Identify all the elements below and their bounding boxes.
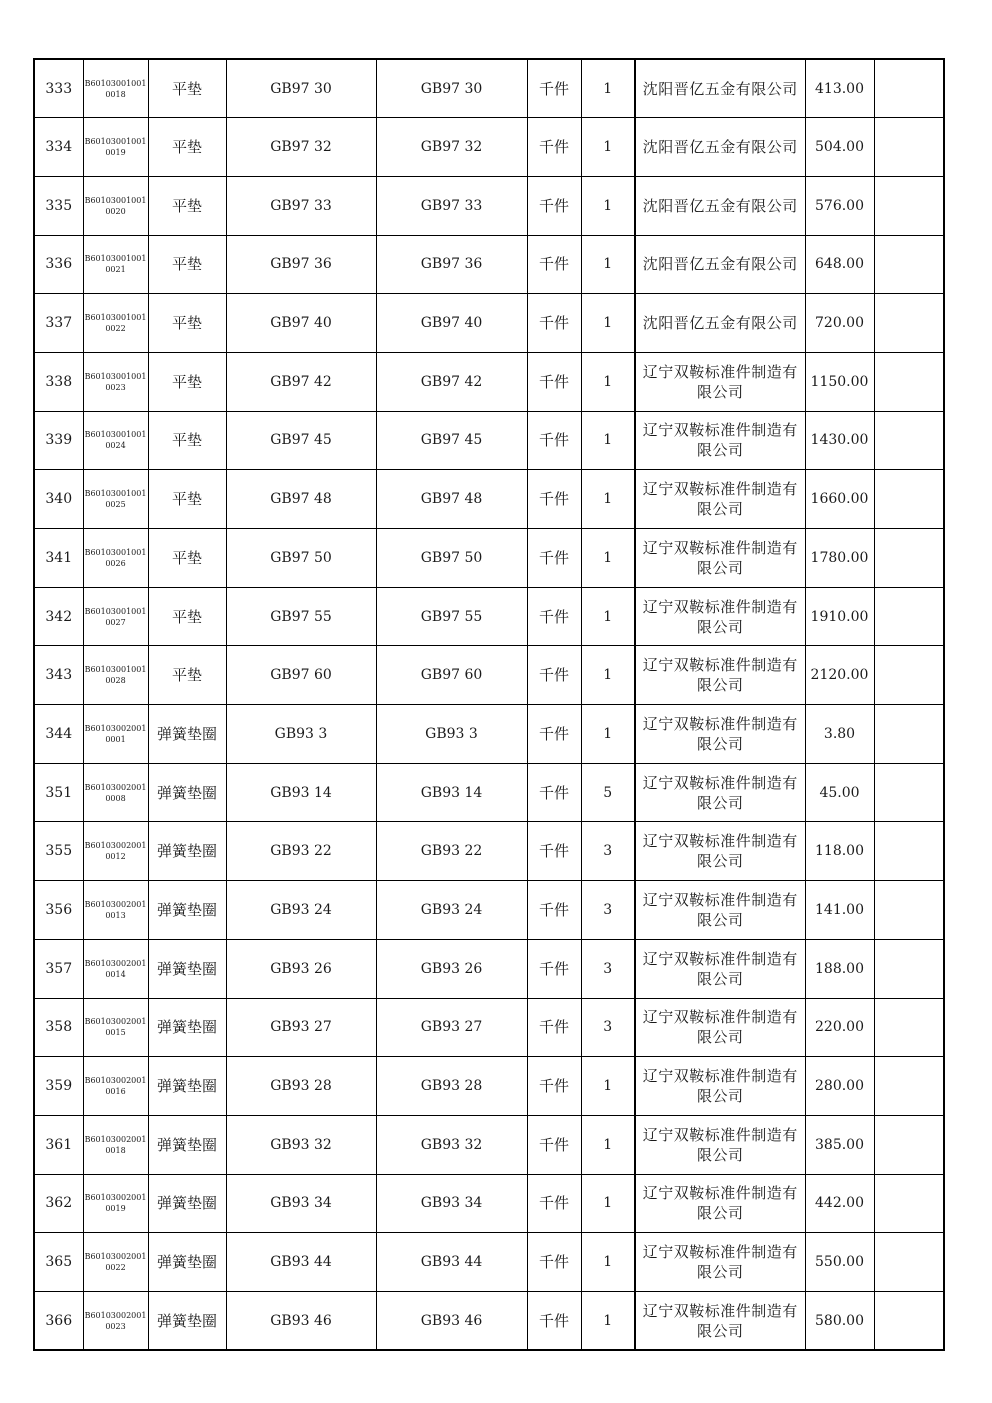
material-code-part: B60103002001 xyxy=(84,1252,147,1262)
material-code-cell xyxy=(83,705,148,764)
standard-cell: GB97 30 xyxy=(226,59,376,118)
standard-cell: GB97 40 xyxy=(226,294,376,353)
table-row xyxy=(34,646,944,705)
standard-cell: GB93 46 xyxy=(226,1291,376,1350)
price-cell: 118.00 xyxy=(805,822,874,881)
material-code-part: 0013 xyxy=(105,910,126,920)
standard-cell: GB97 60 xyxy=(226,646,376,705)
quantity-cell: 1 xyxy=(581,59,635,118)
material-code-cell xyxy=(83,235,148,294)
quantity-cell: 1 xyxy=(581,1115,635,1174)
supplier-cell: 辽宁双鞍标准件制造有限公司 xyxy=(635,881,805,940)
item-name-cell: 平垫 xyxy=(148,235,226,294)
unit-cell: 千件 xyxy=(527,470,581,529)
standard-cell: GB93 28 xyxy=(226,1057,376,1116)
standard-cell: GB97 45 xyxy=(226,411,376,470)
item-name-cell: 平垫 xyxy=(148,294,226,353)
remark-cell xyxy=(874,176,944,235)
material-code-part: 0019 xyxy=(105,1204,126,1214)
material-code-part: B60103002001 xyxy=(84,1017,147,1027)
remark-cell xyxy=(874,470,944,529)
spec-cell: GB97 42 xyxy=(376,352,527,411)
remark-cell xyxy=(874,1057,944,1116)
material-code-part: 0028 xyxy=(105,676,126,686)
spec-cell: GB93 22 xyxy=(376,822,527,881)
row-number-cell: 351 xyxy=(34,763,83,822)
quantity-cell: 3 xyxy=(581,822,635,881)
supplier-cell: 辽宁双鞍标准件制造有限公司 xyxy=(635,587,805,646)
spec-cell: GB97 45 xyxy=(376,411,527,470)
unit-cell: 千件 xyxy=(527,411,581,470)
material-code-part: 0024 xyxy=(105,441,126,451)
quantity-cell: 1 xyxy=(581,294,635,353)
material-code-cell xyxy=(83,1057,148,1116)
table-row xyxy=(34,763,944,822)
spec-cell: GB97 30 xyxy=(376,59,527,118)
unit-cell: 千件 xyxy=(527,352,581,411)
table-row xyxy=(34,352,944,411)
unit-cell: 千件 xyxy=(527,1174,581,1233)
material-code-part: B60103002001 xyxy=(84,723,147,733)
quantity-cell: 1 xyxy=(581,646,635,705)
quantity-cell: 1 xyxy=(581,1233,635,1292)
unit-cell: 千件 xyxy=(527,176,581,235)
standard-cell: GB93 27 xyxy=(226,998,376,1057)
material-code-part: B60103001001 xyxy=(84,606,147,616)
item-name-cell: 弹簧垫圈 xyxy=(148,1291,226,1350)
quantity-cell: 1 xyxy=(581,705,635,764)
item-name-cell: 弹簧垫圈 xyxy=(148,881,226,940)
material-code-part: B60103001001 xyxy=(84,254,147,264)
item-name-cell: 弹簧垫圈 xyxy=(148,1233,226,1292)
table-body xyxy=(34,59,944,1350)
price-cell: 1780.00 xyxy=(805,529,874,588)
item-name-cell: 弹簧垫圈 xyxy=(148,705,226,764)
row-number-cell: 359 xyxy=(34,1057,83,1116)
standard-cell: GB97 33 xyxy=(226,176,376,235)
remark-cell xyxy=(874,822,944,881)
unit-cell: 千件 xyxy=(527,646,581,705)
unit-cell: 千件 xyxy=(527,59,581,118)
row-number-cell: 366 xyxy=(34,1291,83,1350)
spec-cell: GB93 3 xyxy=(376,705,527,764)
price-cell: 648.00 xyxy=(805,235,874,294)
standard-cell: GB97 55 xyxy=(226,587,376,646)
material-code-part: 0026 xyxy=(105,558,126,568)
material-code-cell xyxy=(83,352,148,411)
supplier-cell: 辽宁双鞍标准件制造有限公司 xyxy=(635,939,805,998)
material-code-part: 0022 xyxy=(105,324,126,334)
spec-cell: GB97 40 xyxy=(376,294,527,353)
item-name-cell: 平垫 xyxy=(148,176,226,235)
material-code-part: B60103001001 xyxy=(84,430,147,440)
material-code-cell xyxy=(83,470,148,529)
material-code-cell xyxy=(83,176,148,235)
material-code-part: 0020 xyxy=(105,206,126,216)
spec-cell: GB97 48 xyxy=(376,470,527,529)
supplier-cell: 辽宁双鞍标准件制造有限公司 xyxy=(635,352,805,411)
material-code-part: B60103002001 xyxy=(84,1193,147,1203)
standard-cell: GB93 22 xyxy=(226,822,376,881)
price-cell: 576.00 xyxy=(805,176,874,235)
item-name-cell: 平垫 xyxy=(148,59,226,118)
remark-cell xyxy=(874,1115,944,1174)
remark-cell xyxy=(874,1291,944,1350)
material-code-part: B60103002001 xyxy=(84,1310,147,1320)
standard-cell: GB93 14 xyxy=(226,763,376,822)
item-name-cell: 弹簧垫圈 xyxy=(148,998,226,1057)
spec-cell: GB97 60 xyxy=(376,646,527,705)
material-code-part: B60103002001 xyxy=(84,841,147,851)
row-number-cell: 342 xyxy=(34,587,83,646)
row-number-cell: 365 xyxy=(34,1233,83,1292)
table-row xyxy=(34,822,944,881)
material-code-cell xyxy=(83,411,148,470)
price-cell: 1430.00 xyxy=(805,411,874,470)
unit-cell: 千件 xyxy=(527,939,581,998)
table-row xyxy=(34,1291,944,1350)
price-cell: 2120.00 xyxy=(805,646,874,705)
table-row xyxy=(34,881,944,940)
spec-cell: GB93 44 xyxy=(376,1233,527,1292)
supplier-cell: 辽宁双鞍标准件制造有限公司 xyxy=(635,1115,805,1174)
price-cell: 442.00 xyxy=(805,1174,874,1233)
material-code-part: 0012 xyxy=(105,852,126,862)
supplier-cell: 沈阳晋亿五金有限公司 xyxy=(635,59,805,118)
price-cell: 504.00 xyxy=(805,118,874,177)
item-name-cell: 平垫 xyxy=(148,470,226,529)
quantity-cell: 1 xyxy=(581,235,635,294)
quantity-cell: 1 xyxy=(581,529,635,588)
unit-cell: 千件 xyxy=(527,881,581,940)
item-name-cell: 平垫 xyxy=(148,118,226,177)
price-cell: 413.00 xyxy=(805,59,874,118)
item-name-cell: 弹簧垫圈 xyxy=(148,1174,226,1233)
material-code-cell xyxy=(83,1115,148,1174)
supplier-cell: 辽宁双鞍标准件制造有限公司 xyxy=(635,763,805,822)
material-code-part: 0018 xyxy=(105,1145,126,1155)
quantity-cell: 1 xyxy=(581,1174,635,1233)
remark-cell xyxy=(874,998,944,1057)
quantity-cell: 3 xyxy=(581,881,635,940)
row-number-cell: 362 xyxy=(34,1174,83,1233)
unit-cell: 千件 xyxy=(527,235,581,294)
material-code-cell xyxy=(83,587,148,646)
spec-cell: GB93 46 xyxy=(376,1291,527,1350)
supplier-cell: 辽宁双鞍标准件制造有限公司 xyxy=(635,822,805,881)
quantity-cell: 3 xyxy=(581,998,635,1057)
quantity-cell: 5 xyxy=(581,763,635,822)
item-name-cell: 弹簧垫圈 xyxy=(148,1115,226,1174)
standard-cell: GB93 44 xyxy=(226,1233,376,1292)
table-row xyxy=(34,176,944,235)
material-code-cell xyxy=(83,294,148,353)
spec-cell: GB97 33 xyxy=(376,176,527,235)
supplier-cell: 辽宁双鞍标准件制造有限公司 xyxy=(635,1233,805,1292)
material-code-part: B60103002001 xyxy=(84,1076,147,1086)
material-code-part: B60103001001 xyxy=(84,313,147,323)
table-row xyxy=(34,235,944,294)
supplier-cell: 辽宁双鞍标准件制造有限公司 xyxy=(635,646,805,705)
item-name-cell: 平垫 xyxy=(148,587,226,646)
material-code-cell xyxy=(83,646,148,705)
material-code-part: 0008 xyxy=(105,793,126,803)
material-code-part: 0027 xyxy=(105,617,126,627)
table-row xyxy=(34,1057,944,1116)
table-row xyxy=(34,1174,944,1233)
row-number-cell: 340 xyxy=(34,470,83,529)
material-code-cell xyxy=(83,998,148,1057)
material-code-cell xyxy=(83,118,148,177)
row-number-cell: 357 xyxy=(34,939,83,998)
remark-cell xyxy=(874,939,944,998)
quantity-cell: 3 xyxy=(581,939,635,998)
unit-cell: 千件 xyxy=(527,1291,581,1350)
standard-cell: GB93 26 xyxy=(226,939,376,998)
table-row xyxy=(34,59,944,118)
material-code-cell xyxy=(83,763,148,822)
quantity-cell: 1 xyxy=(581,411,635,470)
remark-cell xyxy=(874,294,944,353)
standard-cell: GB93 24 xyxy=(226,881,376,940)
row-number-cell: 344 xyxy=(34,705,83,764)
row-number-cell: 338 xyxy=(34,352,83,411)
table-row xyxy=(34,411,944,470)
standard-cell: GB97 50 xyxy=(226,529,376,588)
material-code-cell xyxy=(83,1174,148,1233)
material-code-part: 0016 xyxy=(105,1087,126,1097)
spec-cell: GB93 28 xyxy=(376,1057,527,1116)
row-number-cell: 336 xyxy=(34,235,83,294)
standard-cell: GB97 48 xyxy=(226,470,376,529)
material-code-part: 0019 xyxy=(105,148,126,158)
remark-cell xyxy=(874,352,944,411)
price-cell: 220.00 xyxy=(805,998,874,1057)
price-cell: 550.00 xyxy=(805,1233,874,1292)
standard-cell: GB97 42 xyxy=(226,352,376,411)
table-row xyxy=(34,529,944,588)
remark-cell xyxy=(874,1233,944,1292)
price-cell: 1660.00 xyxy=(805,470,874,529)
material-code-part: B60103001001 xyxy=(84,137,147,147)
remark-cell xyxy=(874,529,944,588)
material-code-part: B60103002001 xyxy=(84,1134,147,1144)
unit-cell: 千件 xyxy=(527,1115,581,1174)
table-row xyxy=(34,587,944,646)
item-name-cell: 弹簧垫圈 xyxy=(148,939,226,998)
unit-cell: 千件 xyxy=(527,822,581,881)
material-code-part: 0022 xyxy=(105,1263,126,1273)
supplier-cell: 辽宁双鞍标准件制造有限公司 xyxy=(635,705,805,764)
table-row xyxy=(34,470,944,529)
price-cell: 580.00 xyxy=(805,1291,874,1350)
material-code-part: 0025 xyxy=(105,500,126,510)
material-code-part: B60103001001 xyxy=(84,78,147,88)
material-code-cell xyxy=(83,1233,148,1292)
table-row xyxy=(34,998,944,1057)
remark-cell xyxy=(874,881,944,940)
material-code-cell xyxy=(83,939,148,998)
quantity-cell: 1 xyxy=(581,118,635,177)
table-row xyxy=(34,705,944,764)
item-name-cell: 平垫 xyxy=(148,411,226,470)
supplier-cell: 辽宁双鞍标准件制造有限公司 xyxy=(635,470,805,529)
spec-cell: GB93 26 xyxy=(376,939,527,998)
quantity-cell: 1 xyxy=(581,587,635,646)
material-code-cell xyxy=(83,822,148,881)
remark-cell xyxy=(874,587,944,646)
table-row xyxy=(34,1115,944,1174)
row-number-cell: 358 xyxy=(34,998,83,1057)
unit-cell: 千件 xyxy=(527,529,581,588)
remark-cell xyxy=(874,411,944,470)
material-code-part: B60103001001 xyxy=(84,547,147,557)
supplier-cell: 辽宁双鞍标准件制造有限公司 xyxy=(635,529,805,588)
remark-cell xyxy=(874,235,944,294)
spec-cell: GB93 27 xyxy=(376,998,527,1057)
price-cell: 1150.00 xyxy=(805,352,874,411)
quantity-cell: 1 xyxy=(581,1291,635,1350)
price-table xyxy=(33,58,945,1351)
price-cell: 3.80 xyxy=(805,705,874,764)
price-cell: 720.00 xyxy=(805,294,874,353)
material-code-cell xyxy=(83,529,148,588)
spec-cell: GB97 50 xyxy=(376,529,527,588)
spec-cell: GB93 34 xyxy=(376,1174,527,1233)
remark-cell xyxy=(874,1174,944,1233)
material-code-cell xyxy=(83,881,148,940)
standard-cell: GB97 32 xyxy=(226,118,376,177)
supplier-cell: 沈阳晋亿五金有限公司 xyxy=(635,118,805,177)
row-number-cell: 341 xyxy=(34,529,83,588)
price-cell: 188.00 xyxy=(805,939,874,998)
row-number-cell: 355 xyxy=(34,822,83,881)
item-name-cell: 平垫 xyxy=(148,646,226,705)
supplier-cell: 辽宁双鞍标准件制造有限公司 xyxy=(635,1057,805,1116)
quantity-cell: 1 xyxy=(581,1057,635,1116)
supplier-cell: 辽宁双鞍标准件制造有限公司 xyxy=(635,411,805,470)
supplier-cell: 沈阳晋亿五金有限公司 xyxy=(635,235,805,294)
standard-cell: GB93 3 xyxy=(226,705,376,764)
material-code-part: B60103001001 xyxy=(84,371,147,381)
unit-cell: 千件 xyxy=(527,118,581,177)
material-code-part: 0023 xyxy=(105,382,126,392)
remark-cell xyxy=(874,59,944,118)
material-code-part: B60103001001 xyxy=(84,195,147,205)
price-cell: 45.00 xyxy=(805,763,874,822)
row-number-cell: 343 xyxy=(34,646,83,705)
item-name-cell: 弹簧垫圈 xyxy=(148,822,226,881)
row-number-cell: 339 xyxy=(34,411,83,470)
item-name-cell: 弹簧垫圈 xyxy=(148,1057,226,1116)
standard-cell: GB93 32 xyxy=(226,1115,376,1174)
price-cell: 280.00 xyxy=(805,1057,874,1116)
supplier-cell: 辽宁双鞍标准件制造有限公司 xyxy=(635,1174,805,1233)
price-cell: 1910.00 xyxy=(805,587,874,646)
material-code-part: 0001 xyxy=(105,734,126,744)
material-code-part: B60103002001 xyxy=(84,958,147,968)
quantity-cell: 1 xyxy=(581,352,635,411)
material-code-part: 0014 xyxy=(105,969,126,979)
row-number-cell: 337 xyxy=(34,294,83,353)
row-number-cell: 361 xyxy=(34,1115,83,1174)
remark-cell xyxy=(874,646,944,705)
unit-cell: 千件 xyxy=(527,705,581,764)
material-code-cell xyxy=(83,59,148,118)
unit-cell: 千件 xyxy=(527,587,581,646)
material-code-part: 0023 xyxy=(105,1321,126,1331)
material-code-part: B60103002001 xyxy=(84,899,147,909)
standard-cell: GB93 34 xyxy=(226,1174,376,1233)
table-row xyxy=(34,118,944,177)
supplier-cell: 沈阳晋亿五金有限公司 xyxy=(635,176,805,235)
material-code-part: B60103001001 xyxy=(84,665,147,675)
item-name-cell: 平垫 xyxy=(148,352,226,411)
material-code-part: B60103001001 xyxy=(84,489,147,499)
unit-cell: 千件 xyxy=(527,294,581,353)
table-row xyxy=(34,1233,944,1292)
unit-cell: 千件 xyxy=(527,763,581,822)
quantity-cell: 1 xyxy=(581,176,635,235)
table-row xyxy=(34,294,944,353)
quantity-cell: 1 xyxy=(581,470,635,529)
material-code-cell xyxy=(83,1291,148,1350)
table-row xyxy=(34,939,944,998)
spec-cell: GB93 32 xyxy=(376,1115,527,1174)
spec-cell: GB93 24 xyxy=(376,881,527,940)
remark-cell xyxy=(874,118,944,177)
supplier-cell: 辽宁双鞍标准件制造有限公司 xyxy=(635,1291,805,1350)
remark-cell xyxy=(874,763,944,822)
spec-cell: GB93 14 xyxy=(376,763,527,822)
supplier-cell: 辽宁双鞍标准件制造有限公司 xyxy=(635,998,805,1057)
row-number-cell: 356 xyxy=(34,881,83,940)
remark-cell xyxy=(874,705,944,764)
material-code-part: 0018 xyxy=(105,89,126,99)
row-number-cell: 333 xyxy=(34,59,83,118)
supplier-cell: 沈阳晋亿五金有限公司 xyxy=(635,294,805,353)
price-cell: 141.00 xyxy=(805,881,874,940)
material-code-part: B60103002001 xyxy=(84,782,147,792)
unit-cell: 千件 xyxy=(527,1057,581,1116)
spec-cell: GB97 36 xyxy=(376,235,527,294)
item-name-cell: 平垫 xyxy=(148,529,226,588)
unit-cell: 千件 xyxy=(527,998,581,1057)
price-cell: 385.00 xyxy=(805,1115,874,1174)
row-number-cell: 334 xyxy=(34,118,83,177)
material-code-part: 0015 xyxy=(105,1028,126,1038)
unit-cell: 千件 xyxy=(527,1233,581,1292)
item-name-cell: 弹簧垫圈 xyxy=(148,763,226,822)
row-number-cell: 335 xyxy=(34,176,83,235)
spec-cell: GB97 32 xyxy=(376,118,527,177)
standard-cell: GB97 36 xyxy=(226,235,376,294)
material-code-part: 0021 xyxy=(105,265,126,275)
spec-cell: GB97 55 xyxy=(376,587,527,646)
